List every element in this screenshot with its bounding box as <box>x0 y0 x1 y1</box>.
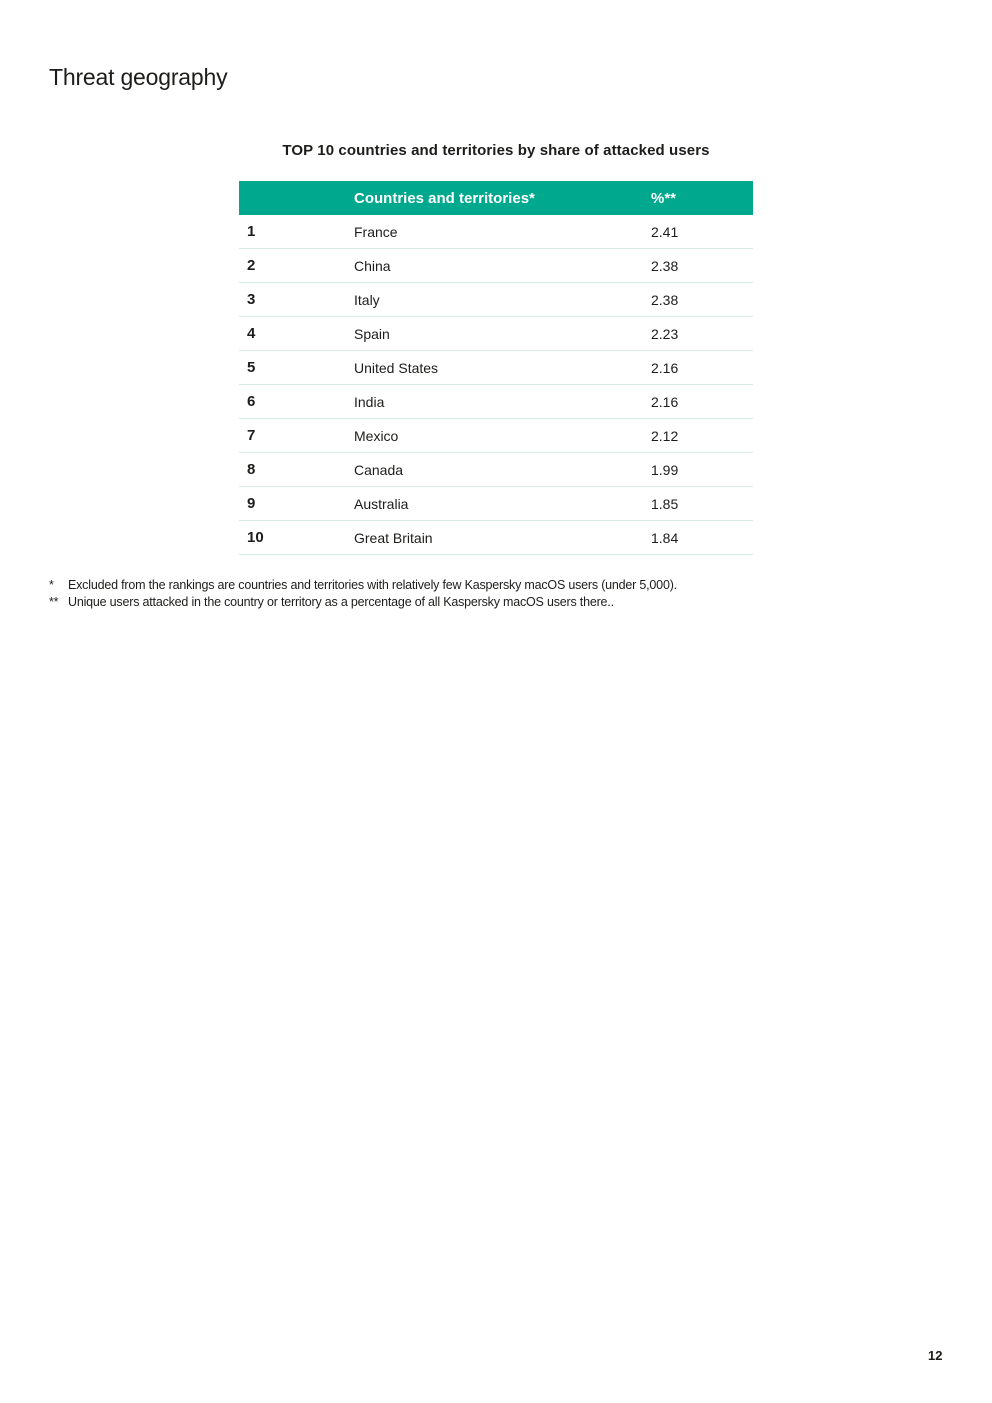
table-row <box>239 317 753 351</box>
percent-cell: 2.12 <box>651 419 753 453</box>
table-header-row <box>239 181 753 215</box>
header-rank <box>239 181 354 215</box>
page-number: 12 <box>928 1348 943 1363</box>
table-row <box>239 215 753 249</box>
rank-cell: 7 <box>239 419 354 453</box>
page-title: Threat geography <box>49 64 228 90</box>
table-row <box>239 453 753 487</box>
footnote-mark: ** <box>49 595 59 609</box>
table-title: TOP 10 countries and territories by share of attacked users <box>282 142 710 159</box>
country-cell: Spain <box>354 317 651 351</box>
table-row <box>239 487 753 521</box>
percent-cell: 2.16 <box>651 351 753 385</box>
percent-cell: 2.38 <box>651 249 753 283</box>
percent-cell: 1.99 <box>651 453 753 487</box>
country-cell: China <box>354 249 651 283</box>
header-percent: %** <box>651 189 677 207</box>
rank-cell: 9 <box>239 487 354 521</box>
percent-cell: 2.23 <box>651 317 753 351</box>
table-row <box>239 351 753 385</box>
percent-cell: 2.38 <box>651 283 753 317</box>
rank-cell: 5 <box>239 351 354 385</box>
table-row <box>239 283 753 317</box>
table-row <box>239 249 753 283</box>
footnote-text: Unique users attacked in the country or territory as a percentage of all Kaspersky macOS users there.. <box>68 595 614 609</box>
rank-cell: 6 <box>239 385 354 419</box>
country-cell: Australia <box>354 487 651 521</box>
footnote <box>49 577 849 594</box>
footnotes <box>49 577 849 611</box>
country-cell: United States <box>354 351 651 385</box>
country-cell: Great Britain <box>354 521 651 555</box>
rank-cell: 4 <box>239 317 354 351</box>
country-cell: Canada <box>354 453 651 487</box>
footnote <box>49 594 849 611</box>
percent-cell: 1.84 <box>651 521 753 555</box>
table-row <box>239 419 753 453</box>
top10-countries-table <box>239 181 753 555</box>
rank-cell: 3 <box>239 283 354 317</box>
country-cell: India <box>354 385 651 419</box>
percent-cell: 1.85 <box>651 487 753 521</box>
country-cell: Mexico <box>354 419 651 453</box>
rank-cell: 10 <box>239 521 354 555</box>
percent-cell: 2.16 <box>651 385 753 419</box>
top10-table-block <box>239 140 753 555</box>
rank-cell: 8 <box>239 453 354 487</box>
rank-cell: 2 <box>239 249 354 283</box>
country-cell: Italy <box>354 283 651 317</box>
rank-cell: 1 <box>239 215 354 249</box>
percent-cell: 2.41 <box>651 215 753 249</box>
table-row <box>239 385 753 419</box>
country-cell: France <box>354 215 651 249</box>
header-country: Countries and territories* <box>354 189 535 207</box>
footnote-mark: * <box>49 578 54 592</box>
table-row <box>239 521 753 555</box>
footnote-text: Excluded from the rankings are countries and territories with relatively few Kaspersky macOS users (under 5,000). <box>68 578 677 592</box>
